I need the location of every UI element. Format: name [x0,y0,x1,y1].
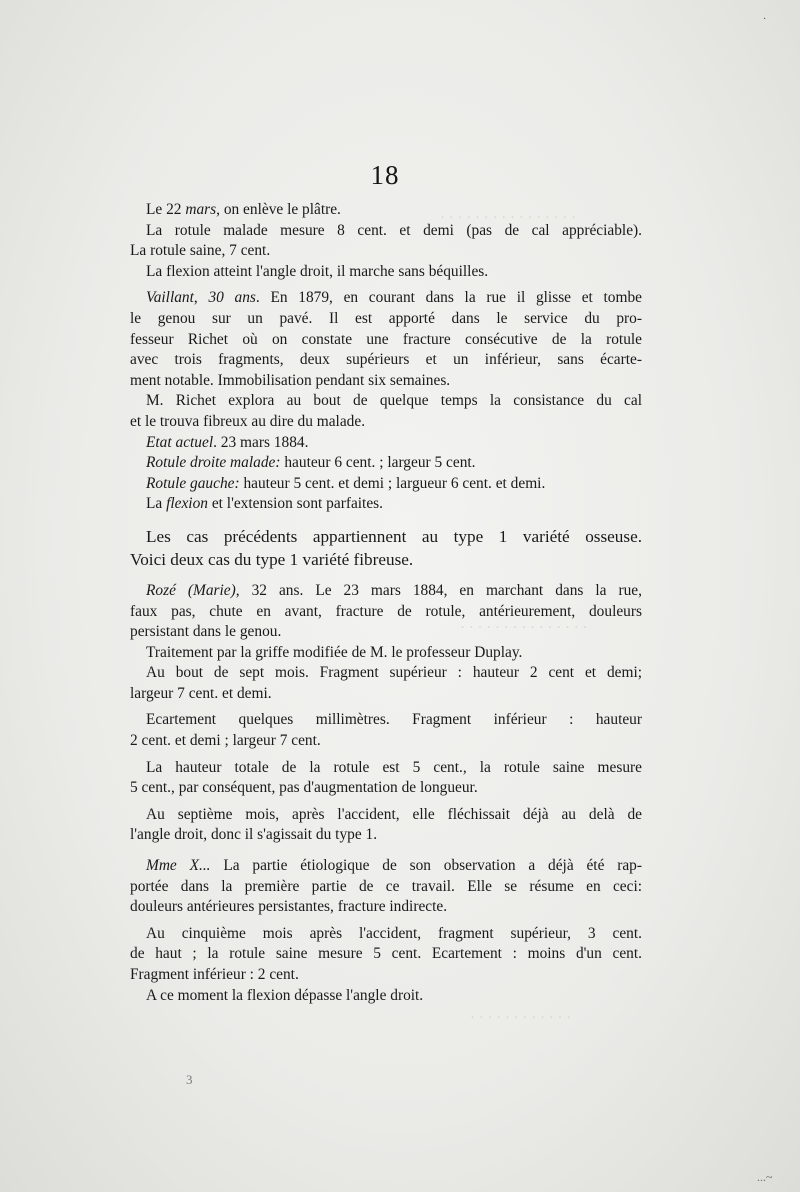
footer-mark: 3 [186,1072,193,1087]
paragraph-line: M. Richet explora au bout de quelque temps la consistance du cal [146,392,642,410]
show-through-texture: · · · · · · · · · · · · · · · · [440,210,577,226]
paragraph-line: le genou sur un pavé. Il est apporté dans le service du pro- [130,309,642,327]
paragraph: A ce moment la flexion dépasse l'angle droit. [146,986,424,1004]
paragraph-line: 2 cent. et demi ; largeur 7 cent. [130,732,321,750]
corner-mark: ...~ [757,1170,773,1184]
paragraph: Rotule gauche: hauteur 5 cent. et demi ; largueur 6 cent. et demi. [146,474,546,492]
paragraph-line: Au bout de sept mois. Fragment supérieur : hauteur 2 cent et demi; [146,664,642,682]
paragraph: Traitement par la griffe modifiée de M. le professeur Duplay. [146,643,523,661]
paragraph-line: douleurs antérieures persistantes, fracture indirecte. [130,898,448,916]
top-speck: · [763,14,767,25]
body-text [130,200,642,1006]
paragraph: Rotule droite malade: hauteur 6 cent. ; largeur 5 cent. [146,454,476,472]
paragraph: Etat actuel. 23 mars 1884. [146,433,309,451]
show-through-texture: · · · · · · · · · · · · · · · [460,620,588,636]
paragraph-line: 5 cent., par conséquent, pas d'augmentation de longueur. [130,779,478,797]
section-statement: Voici deux cas du type 1 variété fibreuse. [130,549,414,569]
paragraph-line: l'angle droit, donc il s'agissait du type 1. [130,826,378,844]
paragraph-line: Au cinquième mois après l'accident, fragment supérieur, 3 cent. [146,924,642,942]
section-statement: Les cas précédents appartiennent au type 1 variété osseuse. [146,526,642,546]
paragraph-line: avec trois fragments, deux supérieurs et un inférieur, sans écarte- [130,351,642,369]
paragraph-line: persistant dans le genou. [130,623,282,641]
paragraph-line: ment notable. Immobilisation pendant six semaines. [130,371,451,389]
paragraph: Le 22 mars, on enlève le plâtre. [146,201,341,218]
paragraph-line: Fragment inférieur : 2 cent. [130,966,299,983]
paragraph-line: faux pas, chute en avant, fracture de rotule, antérieurement, douleurs [130,602,642,620]
paragraph-line: Vaillant, 30 ans. En 1879, en courant dans la rue il glisse et tombe [146,289,642,307]
paragraph-line: de haut ; la rotule saine mesure 5 cent. Ecartement : moins d'un cent. [130,945,642,963]
paragraph: La flexion et l'extension sont parfaites. [146,495,384,513]
show-through-texture: · · · · · · · · · · · · [470,1010,572,1026]
page-number: 18 [370,160,400,190]
paragraph-line: Ecartement quelques millimètres. Fragment inférieur : hauteur [146,711,642,729]
paragraph-line: Mme X... La partie étiologique de son observation a déjà été rap- [146,857,642,875]
paragraph-line: fesseur Richet où on constate une fracture consécutive de la rotule [130,330,642,348]
paragraph-line: Rozé (Marie), 32 ans. Le 23 mars 1884, en marchant dans la rue, [146,581,642,599]
paragraph-line: La rotule saine, 7 cent. [130,242,271,260]
paragraph-line: La hauteur totale de la rotule est 5 cent., la rotule saine mesure [146,758,642,776]
paragraph-line: et le trouva fibreux au dire du malade. [130,412,366,430]
paragraph-line: Au septième mois, après l'accident, elle fléchissait déjà au delà de [146,805,642,823]
paragraph-line: La rotule malade mesure 8 cent. et demi (pas de cal appréciable). [146,221,642,239]
paragraph-line: portée dans la première partie de ce travail. Elle se résume en ceci: [130,877,642,895]
paragraph: La flexion atteint l'angle droit, il marche sans béquilles. [146,262,489,280]
paragraph-line: largeur 7 cent. et demi. [130,684,272,702]
